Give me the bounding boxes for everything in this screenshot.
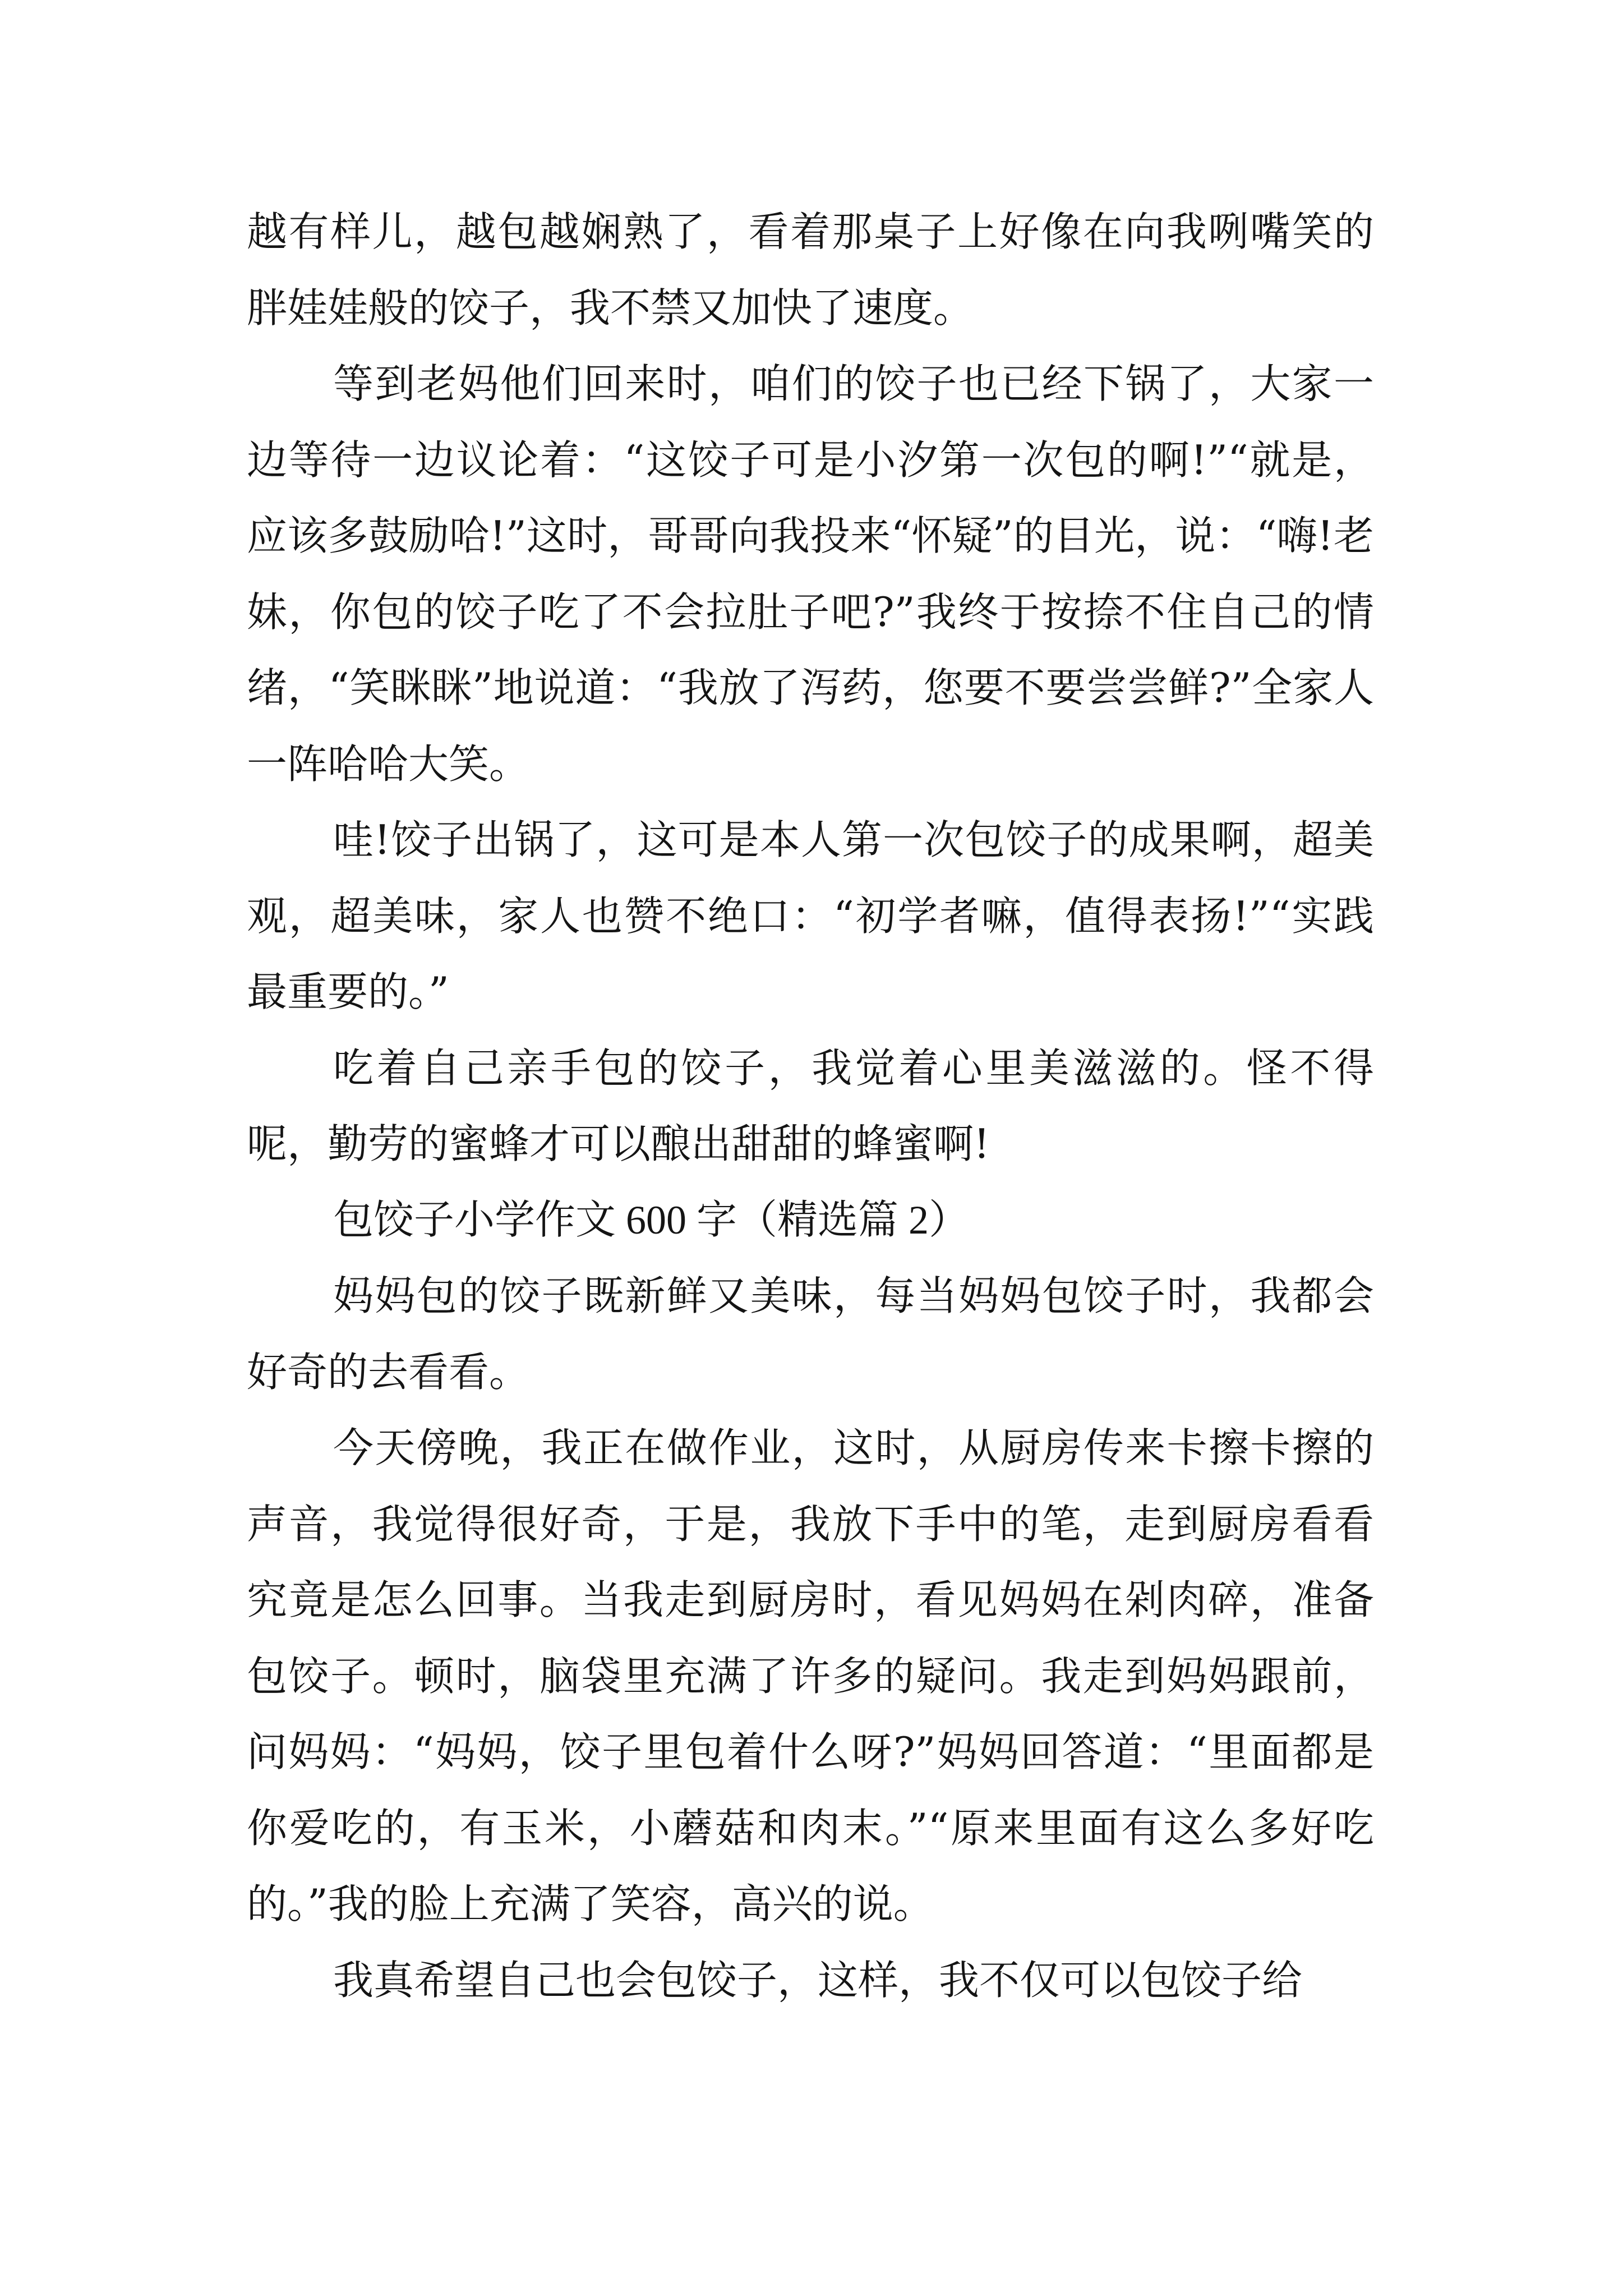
paragraph-wish: 我真希望自己也会包饺子，这样，我不仅可以包饺子给 bbox=[333, 1956, 1303, 2004]
paragraph-eating-dumplings: 吃着自己亲手包的饺子，我觉着心里美滋滋的。怪不得呢，勤劳的蜜蜂才可以酿出甜甜的蜂蜜啊! bbox=[247, 1044, 1374, 1167]
paragraph-mom-dumplings: 妈妈包的饺子既新鲜又美味，每当妈妈包饺子时，我都会好奇的去看看。 bbox=[247, 1272, 1374, 1396]
paragraph-dumplings-cooked: 哇!饺子出锅了，这可是本人第一次包饺子的成果啊，超美观，超美味，家人也赞不绝口：“初学者嘛，值得表扬!”“实践最重要的。” bbox=[247, 816, 1374, 1015]
paragraph-this-evening: 今天傍晚，我正在做作业，这时，从厨房传来卡擦卡擦的声音，我觉得很好奇，于是，我放下手中的笔，走到厨房看看究竟是怎么回事。当我走到厨房时，看见妈妈在剁肉碎，准备包饺子。顿时，脑袋里充满了许多的疑问。我走到妈妈跟前，问妈妈：“妈妈，饺子里包着什么呀?”妈妈回答道：“里面都是你爱吃的，有玉米，小蘑菇和肉末。”“原来里面有这么多好吃的。”我的脸上充满了笑容，高兴的说。 bbox=[247, 1424, 1374, 1927]
document-page bbox=[247, 194, 1374, 2018]
paragraph-continuation: 越有样儿，越包越娴熟了，看着那桌子上好像在向我咧嘴笑的胖娃娃般的饺子，我不禁又加快了速度。 bbox=[247, 208, 1374, 332]
paragraph-family-returns: 等到老妈他们回来时，咱们的饺子也已经下锅了，大家一边等待一边议论着：“这饺子可是小汐第一次包的啊!”“就是，应该多鼓励哈!”这时，哥哥向我投来“怀疑”的目光，说：“嗨!老妹，你包的饺子吃了不会拉肚子吧?”我终于按捺不住自己的情绪，“笑眯眯”地说道：“我放了泻药，您要不要尝尝鲜?”全家人一阵哈哈大笑。 bbox=[247, 360, 1374, 788]
section-heading: 包饺子小学作文 600 字（精选篇 2） bbox=[333, 1197, 970, 1243]
